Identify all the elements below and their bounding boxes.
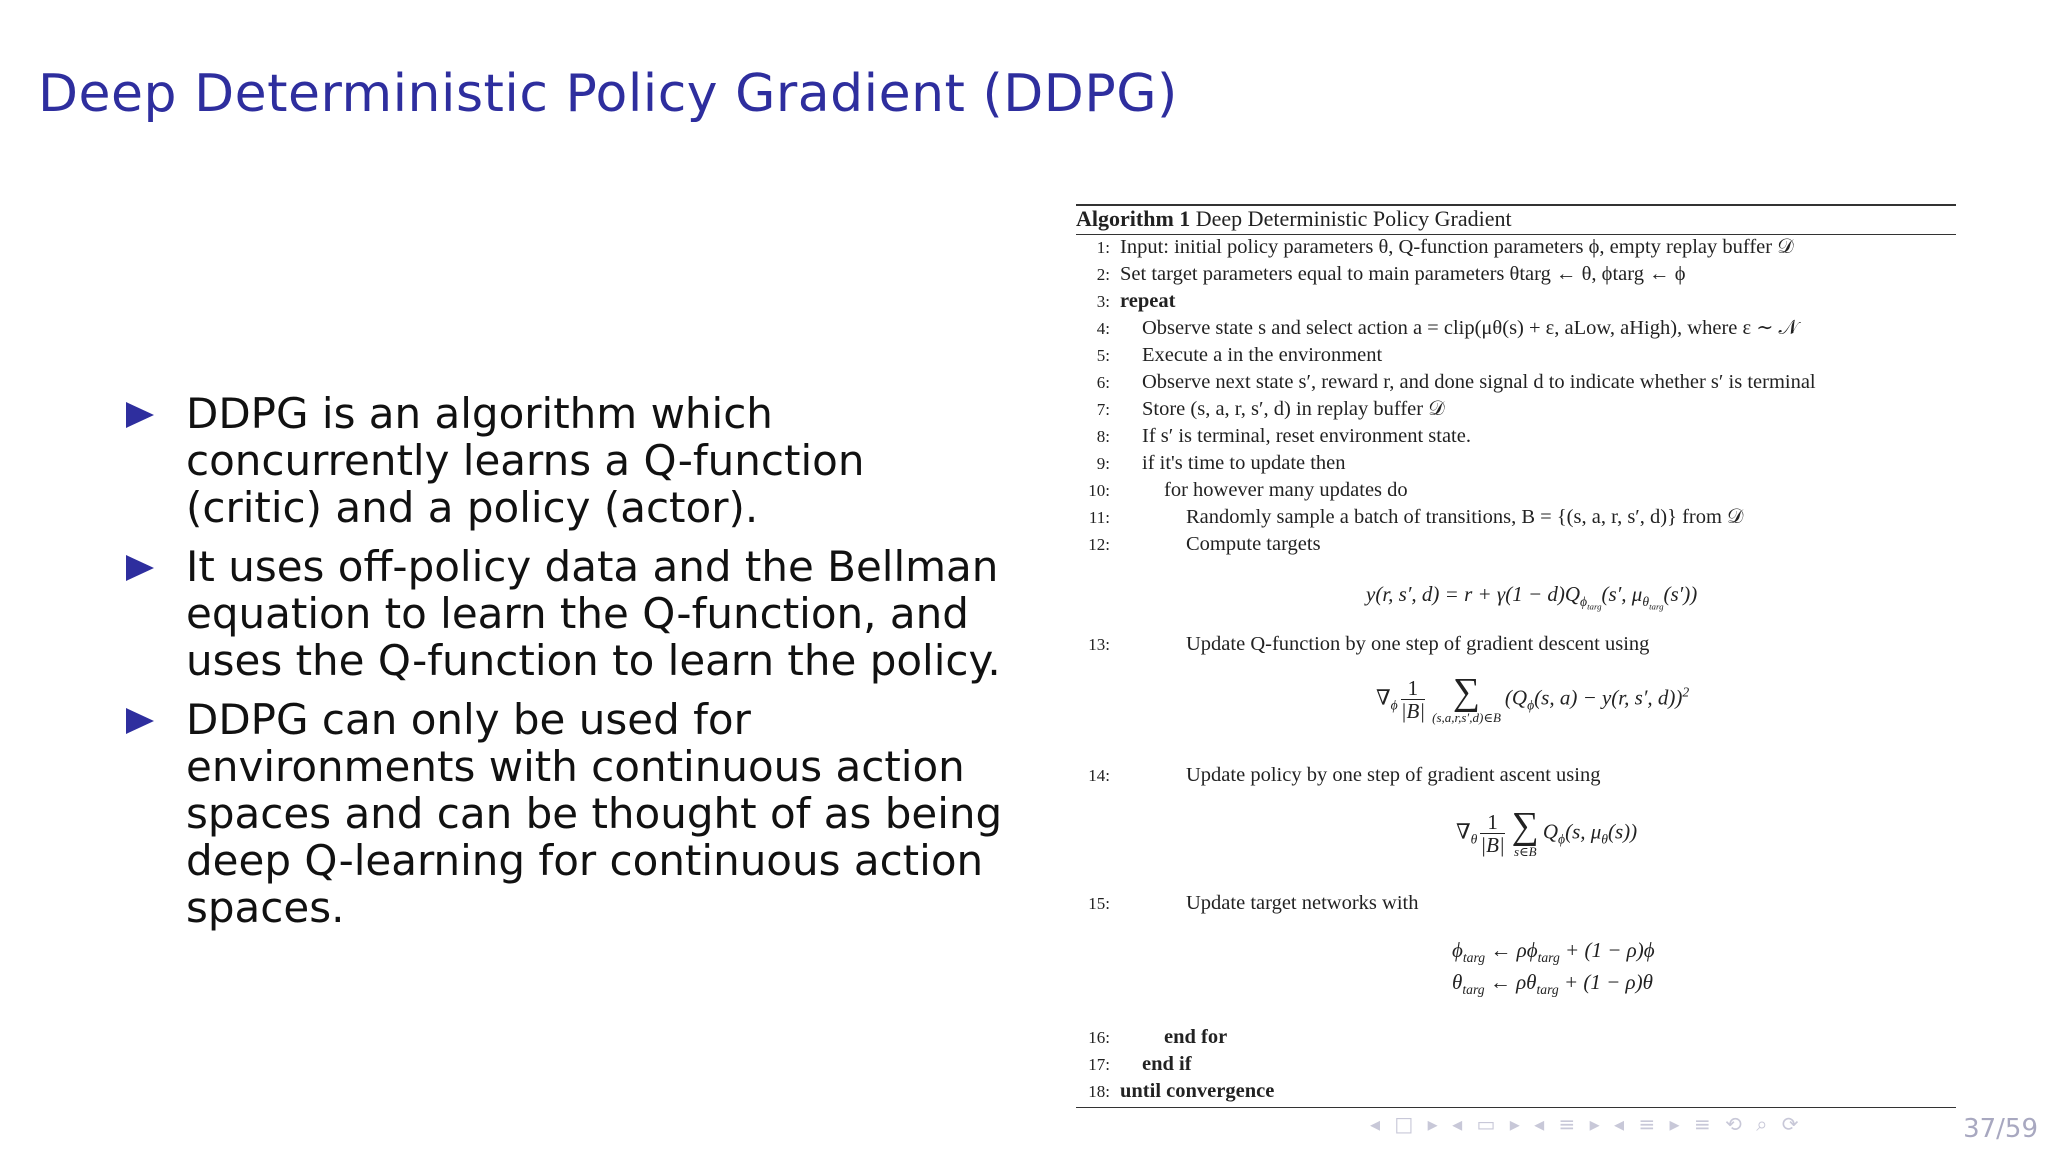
algo-line-8: 8: If s′ is terminal, reset environment state. <box>1096 425 1471 447</box>
algo-line-18: 18: until convergence <box>1088 1080 1275 1102</box>
beamer-navigation-bar[interactable] <box>1370 1112 1950 1136</box>
bullet-triangle-icon <box>126 402 154 428</box>
algo-line-7: 7: Store (s, a, r, s′, d) in replay buffer 𝒟 <box>1096 398 1445 420</box>
algo-line-12: 12: Compute targets <box>1088 533 1321 555</box>
nav-slide-icon[interactable]: ◂ ≡ ▸ <box>1614 1112 1684 1136</box>
algorithm-box <box>1076 204 1956 1108</box>
equation-target-phi: $\phi_{targ}$ ← $\rho\phi_{targ} + (1 - \rho)\phi$ <box>1452 938 1655 966</box>
algorithm-label: Algorithm 1 <box>1076 206 1191 231</box>
bullet-text: It uses off-policy data and the Bellman equation to learn the Q-function, and uses the Q-function to learn the policy. <box>186 542 1001 685</box>
algorithm-name: Deep Deterministic Policy Gradient <box>1195 206 1512 231</box>
nav-subsection-icon[interactable]: ◂ ≡ ▸ <box>1534 1112 1604 1136</box>
bullet-triangle-icon <box>126 708 154 734</box>
algo-line-11: 11: Randomly sample a batch of transitions, B = {(s, a, r, s′, d)} from 𝒟 <box>1088 506 1744 528</box>
algo-line-14: 14: Update policy by one step of gradient ascent using <box>1088 764 1601 786</box>
bullet-item <box>126 696 1006 931</box>
algo-line-4: 4: Observe state s and select action a = clip(μθ(s) + ε, aLow, aHigh), where ε ∼ 𝒩 <box>1096 317 1799 339</box>
nav-section-icon[interactable]: ◂ ▭ ▸ <box>1452 1112 1524 1136</box>
bullet-list <box>126 390 1006 943</box>
slide-title: Deep Deterministic Policy Gradient (DDPG) <box>38 64 1178 124</box>
equation-targets: y(r, s′, $d) = r + \gamma(1 - d)Q_{\phi_{targ}}(s'$, $\mu_{\theta_{targ}}(s')$) <box>1366 582 1698 612</box>
nav-prev-frame-icon[interactable]: ◂ □ ▸ <box>1370 1112 1442 1136</box>
nav-toc-icon[interactable]: ≡ <box>1693 1112 1715 1136</box>
nav-search-icon[interactable]: ⟲ ⌕ ⟳ <box>1725 1112 1803 1136</box>
algo-line-16: 16: end for <box>1088 1026 1228 1048</box>
bullet-item <box>126 390 1006 531</box>
bullet-item <box>126 543 1006 684</box>
equation-policy-gradient: $\nabla_\theta$ $\frac{1}{|B|}$ ∑ s∈B $Q_\phi(s$, $\mu_\theta(s)$) <box>1456 805 1638 859</box>
algo-line-2: 2: Set target parameters equal to main parameters θtarg ← θ, ϕtarg ← ϕ <box>1096 263 1686 285</box>
algorithm-header <box>1076 206 1512 232</box>
algo-line-10: 10: for however many updates do <box>1088 479 1408 501</box>
page-number: 37/59 <box>1963 1114 2038 1144</box>
equation-critic-loss: $\nabla_\phi$ $\frac{1}{|B|}$ ∑ (s,a,r,s′,d)∈B ($Q_\phi(s$, a) − y(r, s′, d))$^2$ <box>1376 671 1690 725</box>
algo-line-9: 9: if it's time to update then <box>1096 452 1346 474</box>
algorithm-bottom-rule <box>1076 1107 1956 1108</box>
bullet-text: DDPG can only be used for environments with continuous action spaces and can be thought of as being deep Q-learning for continuous action spaces. <box>186 695 1003 932</box>
algo-line-6: 6: Observe next state s′, reward r, and done signal d to indicate whether s′ is terminal <box>1096 371 1816 393</box>
equation-target-theta: $\theta_{targ}$ ← $\rho\theta_{targ} + (1 - \rho)\theta$ <box>1452 970 1653 998</box>
algo-line-15: 15: Update target networks with <box>1088 892 1419 914</box>
algo-line-13: 13: Update Q-function by one step of gradient descent using <box>1088 633 1650 655</box>
algo-line-1: 1: Input: initial policy parameters θ, Q-function parameters ϕ, empty replay buffer 𝒟 <box>1096 236 1794 258</box>
bullet-text: DDPG is an algorithm which concurrently learns a Q-function (critic) and a policy (actor). <box>186 389 865 532</box>
algo-line-3: 3: repeat <box>1096 290 1176 312</box>
algo-line-17: 17: end if <box>1088 1053 1192 1075</box>
algo-line-5: 5: Execute a in the environment <box>1096 344 1383 366</box>
bullet-triangle-icon <box>126 555 154 581</box>
